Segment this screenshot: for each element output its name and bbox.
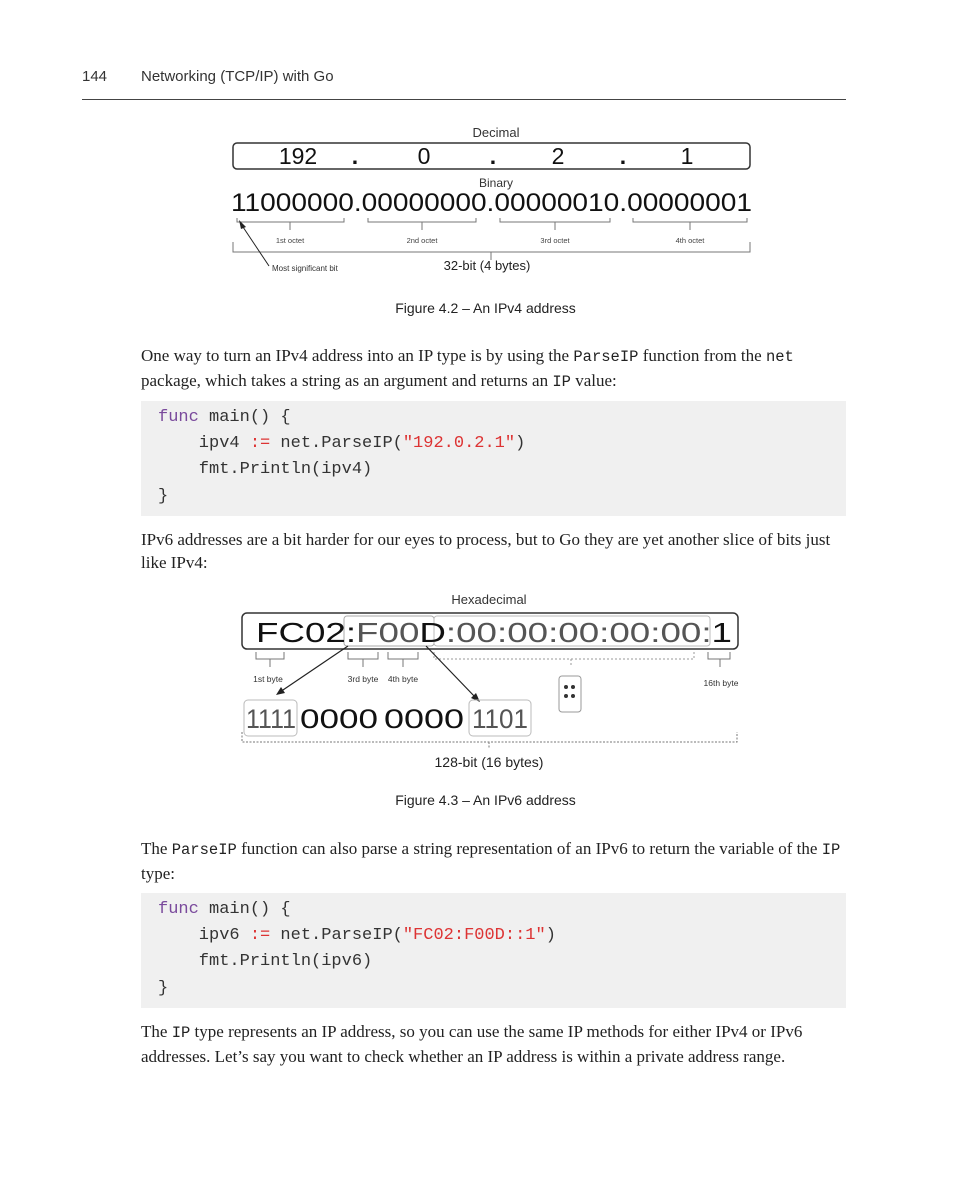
arrow-d-to-nibble: [426, 646, 476, 698]
code-block-ipv4: [141, 401, 846, 516]
inline-code-parseip: ParseIP: [573, 348, 639, 366]
code-line: ipv6 := net.ParseIP("FC02:F00D::1"): [158, 926, 556, 945]
size-label-32bit: 32-bit (4 bytes): [443, 258, 531, 273]
inline-code-net: net: [765, 348, 794, 366]
size-brace: [242, 732, 737, 749]
hex-title: Hexadecimal: [451, 592, 527, 607]
figure-ipv6-diagram: [236, 586, 748, 778]
figure-ipv4-diagram: [225, 118, 760, 283]
code-block-ipv6: [141, 893, 846, 1008]
binary-title: Binary: [478, 176, 514, 190]
ellipsis-dot: [571, 685, 575, 689]
decimal-octet-2: 0: [417, 143, 431, 169]
byte-brace-4: [388, 652, 418, 667]
inline-code-parseip: ParseIP: [171, 841, 237, 859]
nibble-2: 0000: [300, 704, 378, 734]
nibble-1: 1111: [246, 704, 296, 734]
binary-value: 11000000.00000000.00000010.00000001: [231, 189, 752, 217]
byte-brace-16: [708, 652, 730, 667]
running-title: Networking (TCP/IP) with Go: [141, 68, 334, 85]
page-number: 144: [82, 68, 108, 85]
code-line: ipv4 := net.ParseIP("192.0.2.1"): [158, 434, 526, 453]
inline-code-ip: IP: [821, 841, 841, 859]
decimal-dot-1: .: [351, 143, 359, 169]
paragraph-parseip-intro: One way to turn an IPv4 address into an IP type is by using the ParseIP function from the net package, which takes a string as an argument and returns an IP value:: [141, 346, 794, 391]
octet-brace-3: [500, 218, 610, 230]
paragraph-ipv6-intro: IPv6 addresses are a bit harder for our eyes to process, but to Go they are yet another slice of bits just like IPv4:: [141, 530, 831, 572]
figure-4-3-caption: Figure 4.3 – An IPv6 address: [395, 792, 576, 808]
nibble-4: 1101: [472, 704, 528, 734]
msb-arrow: [241, 224, 269, 266]
byte-label-3: 3rd byte: [347, 674, 379, 684]
inline-code-ip: IP: [171, 1024, 191, 1042]
octet-label-4: 4th octet: [675, 236, 705, 245]
arrow-f-to-nibble: [280, 646, 348, 692]
octet-brace-1: [237, 218, 344, 230]
size-label-128bit: 128-bit (16 bytes): [434, 754, 544, 770]
byte-label-1: 1st byte: [253, 674, 283, 684]
ellipsis-dot: [564, 685, 568, 689]
byte-brace-3: [348, 652, 378, 667]
ellipsis-box: [559, 676, 581, 712]
byte-brace-middle: [434, 652, 694, 667]
hex-value: FC02: F00 D :00:00:00:00:00: 1: [256, 617, 728, 648]
paragraph-parseip-ipv6: The ParseIP function can also parse a string representation of an IPv6 to return the variable of the IP type:: [141, 839, 841, 883]
byte-brace-1: [256, 652, 284, 667]
octet-label-1: 1st octet: [275, 236, 305, 245]
paragraph-ip-type: The IP type represents an IP address, so you can use the same IP methods for either IPv4 or IPv6 addresses. Let’s say you want to check whether an IP address is within a private address range.: [141, 1022, 803, 1066]
code-line: func main() {: [158, 900, 291, 919]
octet-brace-2: [368, 218, 476, 230]
ellipsis-dot: [564, 694, 568, 698]
code-line: fmt.Println(ipv6): [158, 952, 373, 971]
octet-label-3: 3rd octet: [540, 236, 570, 245]
decimal-octet-4: 1: [680, 143, 694, 169]
code-line: }: [158, 487, 169, 506]
decimal-octet-1: 192: [278, 143, 318, 169]
byte-label-16: 16th byte: [703, 678, 739, 688]
code-line: func main() {: [158, 408, 291, 427]
code-line: }: [158, 979, 169, 998]
msb-label: Most significant bit: [272, 264, 338, 273]
ellipsis-dot: [571, 694, 575, 698]
octet-label-2: 2nd octet: [406, 236, 438, 245]
code-line: fmt.Println(ipv4): [158, 460, 373, 479]
decimal-dot-2: .: [489, 143, 497, 169]
inline-code-ip: IP: [552, 373, 571, 391]
figure-4-2-caption: Figure 4.2 – An IPv4 address: [395, 300, 576, 316]
nibble-3: 0000: [384, 704, 464, 734]
byte-label-4: 4th byte: [387, 674, 419, 684]
decimal-title: Decimal: [472, 125, 520, 140]
octet-brace-4: [633, 218, 747, 230]
decimal-dot-3: .: [619, 143, 627, 169]
page-header: [82, 66, 846, 100]
decimal-octet-3: 2: [551, 143, 565, 169]
msb-arrowhead: [239, 220, 246, 229]
arrowhead: [276, 687, 285, 695]
